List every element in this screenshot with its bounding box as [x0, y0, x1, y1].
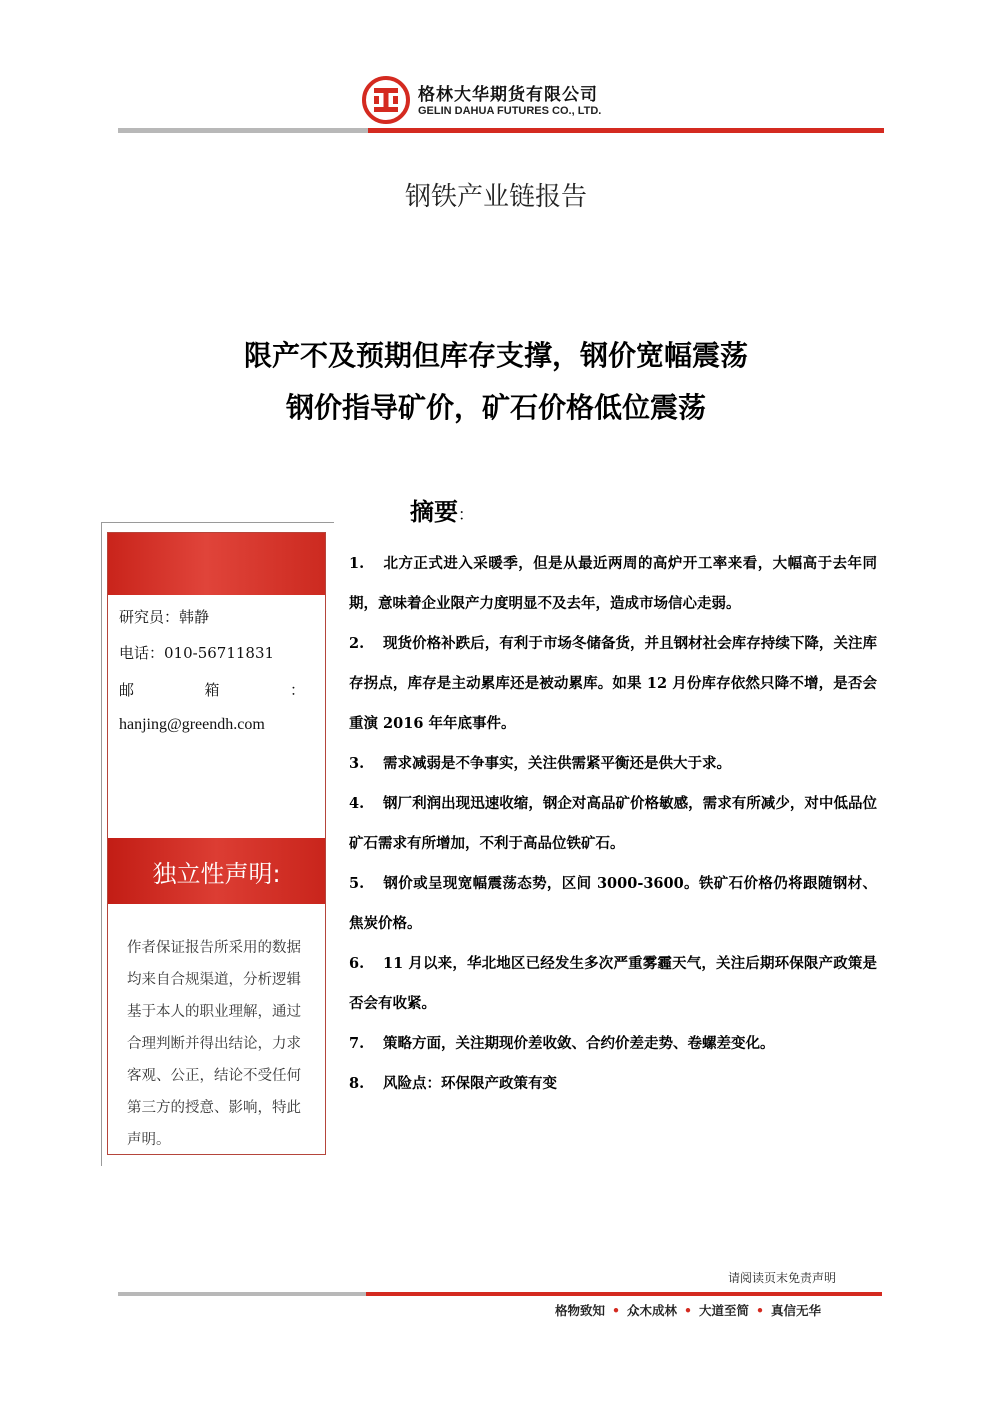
summary-item-number: 3.	[349, 755, 365, 772]
motto-phrase: 格物致知	[555, 1303, 606, 1318]
bullet-dot-icon: •	[612, 1303, 621, 1318]
summary-item-number: 1.	[349, 555, 365, 572]
email-label-char: ：	[289, 681, 305, 699]
abstract-heading-colon: ：	[458, 505, 475, 524]
report-type: 钢铁产业链报告	[404, 182, 587, 212]
summary-item-text: 北方正式进入采暖季，但是从最近两周的高炉开工率来看，大幅高于去年同期，意味着企业限产力度明显不及去年，造成市场信心走弱。	[349, 555, 877, 612]
researcher-email[interactable]: hanjing@greendh.com	[119, 716, 265, 733]
independence-title: 独立性声明:	[152, 860, 281, 888]
summary-item-text: 现货价格补跌后，有利于市场冬储备货，并且钢材社会库存持续下降，关注库存拐点，库存是主动累库还是被动累库。如果 12 月份库存依然只降不增，是否会重演 2016 年年底事件。	[349, 635, 877, 732]
summary-item-text: 钢厂利润出现迅速收缩，钢企对高品矿价格敏感，需求有所减少，对中低品位矿石需求有所增加，不利于高品位铁矿石。	[349, 795, 877, 852]
email-label	[119, 679, 305, 700]
company-name-cn: 格林大华期货有限公司	[418, 85, 598, 105]
footer-rule-red	[366, 1292, 882, 1296]
summary-list	[349, 544, 877, 1104]
motto-phrase: 众木成林	[627, 1303, 678, 1318]
summary-item	[349, 744, 877, 784]
email-label-char: 邮	[119, 681, 135, 699]
abstract-heading-text: 摘要	[410, 497, 458, 526]
motto-phrase: 大道至简	[699, 1303, 750, 1318]
summary-item-text: 风险点：环保限产政策有变	[383, 1075, 557, 1092]
side-panel-border-top	[101, 522, 334, 523]
motto-phrase: 真信无华	[771, 1303, 822, 1318]
summary-item-text: 11 月以来，华北地区已经发生多次严重雾霾天气，关注后期环保限产政策是否会有收紧。	[349, 955, 877, 1012]
report-title-line-1: 限产不及预期但库存支撑，钢价宽幅震荡	[243, 339, 748, 372]
summary-item	[349, 784, 877, 864]
side-panel-red-banner	[108, 533, 325, 595]
researcher-name: 研究员：韩静	[119, 608, 210, 626]
summary-item-number: 5.	[349, 875, 365, 892]
summary-item-text: 钢价或呈现宽幅震荡态势，区间 3000-3600。铁矿石价格仍将跟随钢材、焦炭价格。	[349, 875, 877, 932]
summary-item	[349, 1024, 877, 1064]
summary-item	[349, 1064, 877, 1104]
footer-disclaimer-note: 请阅读页末免责声明	[728, 1271, 837, 1285]
company-logo-icon	[362, 76, 410, 124]
email-label-char: 箱	[204, 681, 220, 699]
summary-item-number: 6.	[349, 955, 365, 972]
researcher-phone: 电话：010-56711831	[119, 644, 275, 662]
company-name-en: GELIN DAHUA FUTURES CO., LTD.	[418, 105, 602, 117]
summary-item-number: 8.	[349, 1075, 365, 1092]
bullet-dot-icon: •	[684, 1303, 693, 1318]
independence-statement: 作者保证报告所采用的数据均来自合规渠道，分析逻辑基于本人的职业理解，通过合理判断并得出结论，力求客观、公正，结论不受任何第三方的授意、影响，特此声明。	[127, 940, 301, 1148]
abstract-heading	[410, 492, 474, 527]
footer-motto	[555, 1301, 821, 1319]
side-panel-border-left	[101, 522, 102, 1166]
summary-item-text: 需求减弱是不争事实，关注供需紧平衡还是供大于求。	[383, 755, 731, 772]
summary-item	[349, 544, 877, 624]
summary-item	[349, 864, 877, 944]
summary-item	[349, 944, 877, 1024]
header-rule-gray	[118, 128, 368, 133]
header-rule-red	[368, 128, 884, 133]
summary-item	[349, 624, 877, 744]
footer-rule-gray	[118, 1292, 366, 1296]
summary-item-number: 4.	[349, 795, 365, 812]
summary-item-number: 7.	[349, 1035, 365, 1052]
bullet-dot-icon: •	[756, 1303, 765, 1318]
summary-item-text: 策略方面，关注期现价差收敛、合约价差走势、卷螺差变化。	[383, 1035, 775, 1052]
report-title-line-2: 钢价指导矿价，矿石价格低位震荡	[285, 391, 706, 424]
summary-item-number: 2.	[349, 635, 365, 652]
